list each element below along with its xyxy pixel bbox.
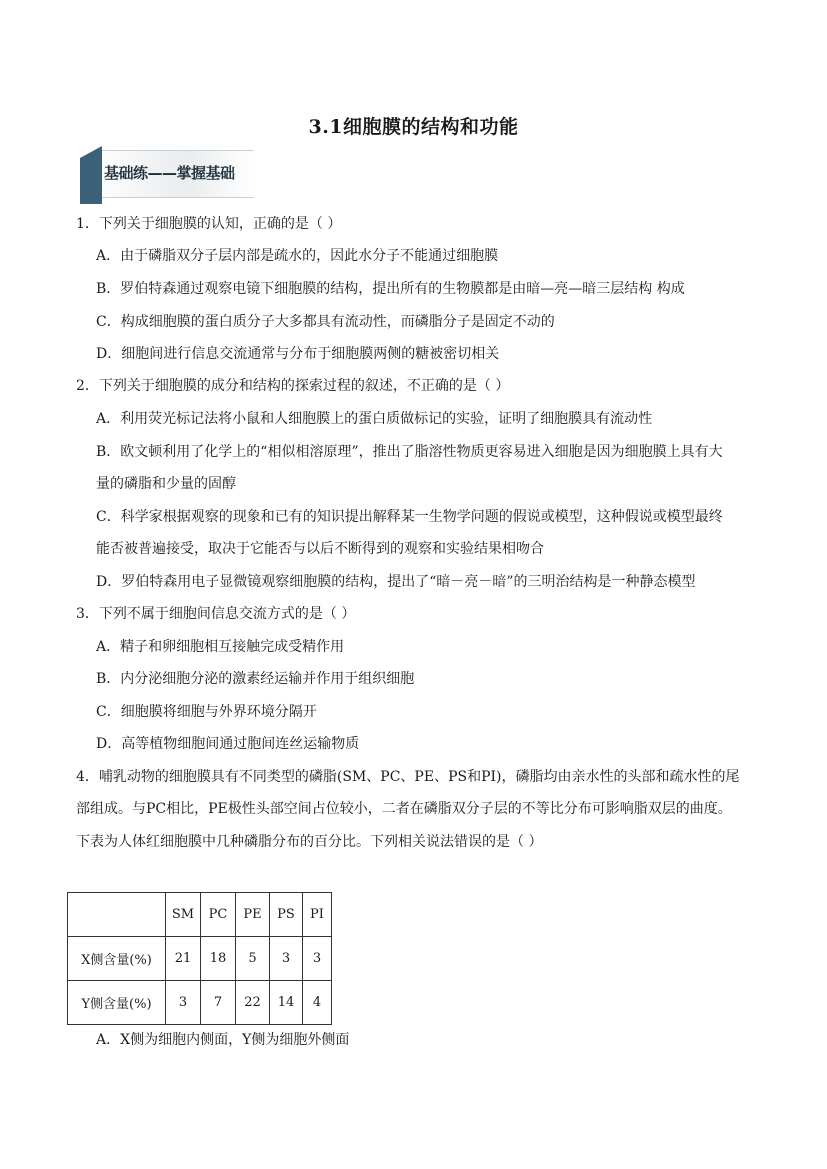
question-3-option-b: B．内分泌细胞分泌的激素经运输并作用于组织细胞 [96, 671, 415, 687]
banner-corner [80, 146, 102, 158]
question-1-option-d: D．细胞间进行信息交流通常与分布于细胞膜两侧的糖被密切相关 [96, 346, 500, 362]
question-1-option-a: A．由于磷脂双分子层内部是疏水的，因此水分子不能通过细胞膜 [96, 248, 499, 264]
question-4-stem-line-1: 4．哺乳动物的细胞膜具有不同类型的磷脂(SM、PC、PE、PS和PI)，磷脂均由亲水性的头部和疏水性的尾 [76, 769, 740, 785]
banner-label: 基础练——掌握基础 [104, 164, 235, 182]
table-cell: 3 [166, 981, 201, 1025]
question-2-option-d: D．罗伯特森用电子显微镜观察细胞膜的结构，提出了“暗－亮－暗”的三明治结构是一种静态模型 [96, 574, 696, 590]
table-header-cell [68, 893, 166, 937]
table-cell: 18 [201, 937, 236, 981]
question-4-stem-line-2: 部组成。与PC相比，PE极性头部空间占位较小，二者在磷脂双分子层的不等比分布可影响脂双层的曲度。 [76, 801, 732, 817]
question-2-option-c-cont: 能否被普遍接受，取决于它能否与以后不断得到的观察和实验结果相吻合 [96, 541, 544, 557]
question-1-stem: 1．下列关于细胞膜的认知，正确的是（ ） [76, 216, 342, 232]
question-3-option-a: A．精子和卵细胞相互接触完成受精作用 [96, 639, 345, 655]
question-2-option-c: C．科学家根据观察的现象和已有的知识提出解释某一生物学问题的假说或模型，这种假说或模型最终 [96, 509, 723, 525]
table-header-row [68, 893, 332, 937]
question-4-stem-line-3: 下表为人体红细胞膜中几种磷脂分布的百分比。下列相关说法错误的是（ ） [76, 834, 543, 850]
question-2-stem: 2．下列关于细胞膜的成分和结构的探索过程的叙述，不正确的是（ ） [76, 378, 510, 394]
table-cell: 3 [303, 937, 332, 981]
question-1-option-c: C．构成细胞膜的蛋白质分子大多都具有流动性，而磷脂分子是固定不动的 [96, 314, 555, 330]
table-cell: 5 [236, 937, 270, 981]
question-4-option-a: A．X侧为细胞内侧面，Y侧为细胞外侧面 [96, 1032, 350, 1048]
table-header-cell: PI [303, 893, 332, 937]
table-header-cell: PC [201, 893, 236, 937]
table-cell: X侧含量(%) [68, 937, 166, 981]
table-cell: 22 [236, 981, 270, 1025]
table-cell: 4 [303, 981, 332, 1025]
table-cell: 3 [270, 937, 303, 981]
table-header-cell: PS [270, 893, 303, 937]
table-cell: 14 [270, 981, 303, 1025]
question-1-option-b: B．罗伯特森通过观察电镜下细胞膜的结构，提出所有的生物膜都是由暗—亮—暗三层结构 构成 [96, 281, 685, 297]
section-banner [80, 146, 254, 204]
page-title: 3.1细胞膜的结构和功能 [308, 116, 519, 138]
question-2-option-b: B．欧文顿利用了化学上的“相似相溶原理”，推出了脂溶性物质更容易进入细胞是因为细胞膜上具有大 [96, 444, 723, 460]
question-3-option-d: D．高等植物细胞间通过胞间连丝运输物质 [96, 736, 360, 752]
question-2-option-b-cont: 量的磷脂和少量的固醇 [96, 476, 236, 492]
question-3-option-c: C．细胞膜将细胞与外界环境分隔开 [96, 704, 317, 720]
table-row [68, 981, 332, 1025]
table-header-cell: SM [166, 893, 201, 937]
phospholipid-table [67, 892, 332, 1025]
table-header-cell: PE [236, 893, 270, 937]
table-cell: 21 [166, 937, 201, 981]
table-cell: Y侧含量(%) [68, 981, 166, 1025]
question-2-option-a: A．利用荧光标记法将小鼠和人细胞膜上的蛋白质做标记的实验，证明了细胞膜具有流动性 [96, 411, 653, 427]
question-3-stem: 3．下列不属于细胞间信息交流方式的是（ ） [76, 606, 356, 622]
table-row [68, 937, 332, 981]
table-cell: 7 [201, 981, 236, 1025]
